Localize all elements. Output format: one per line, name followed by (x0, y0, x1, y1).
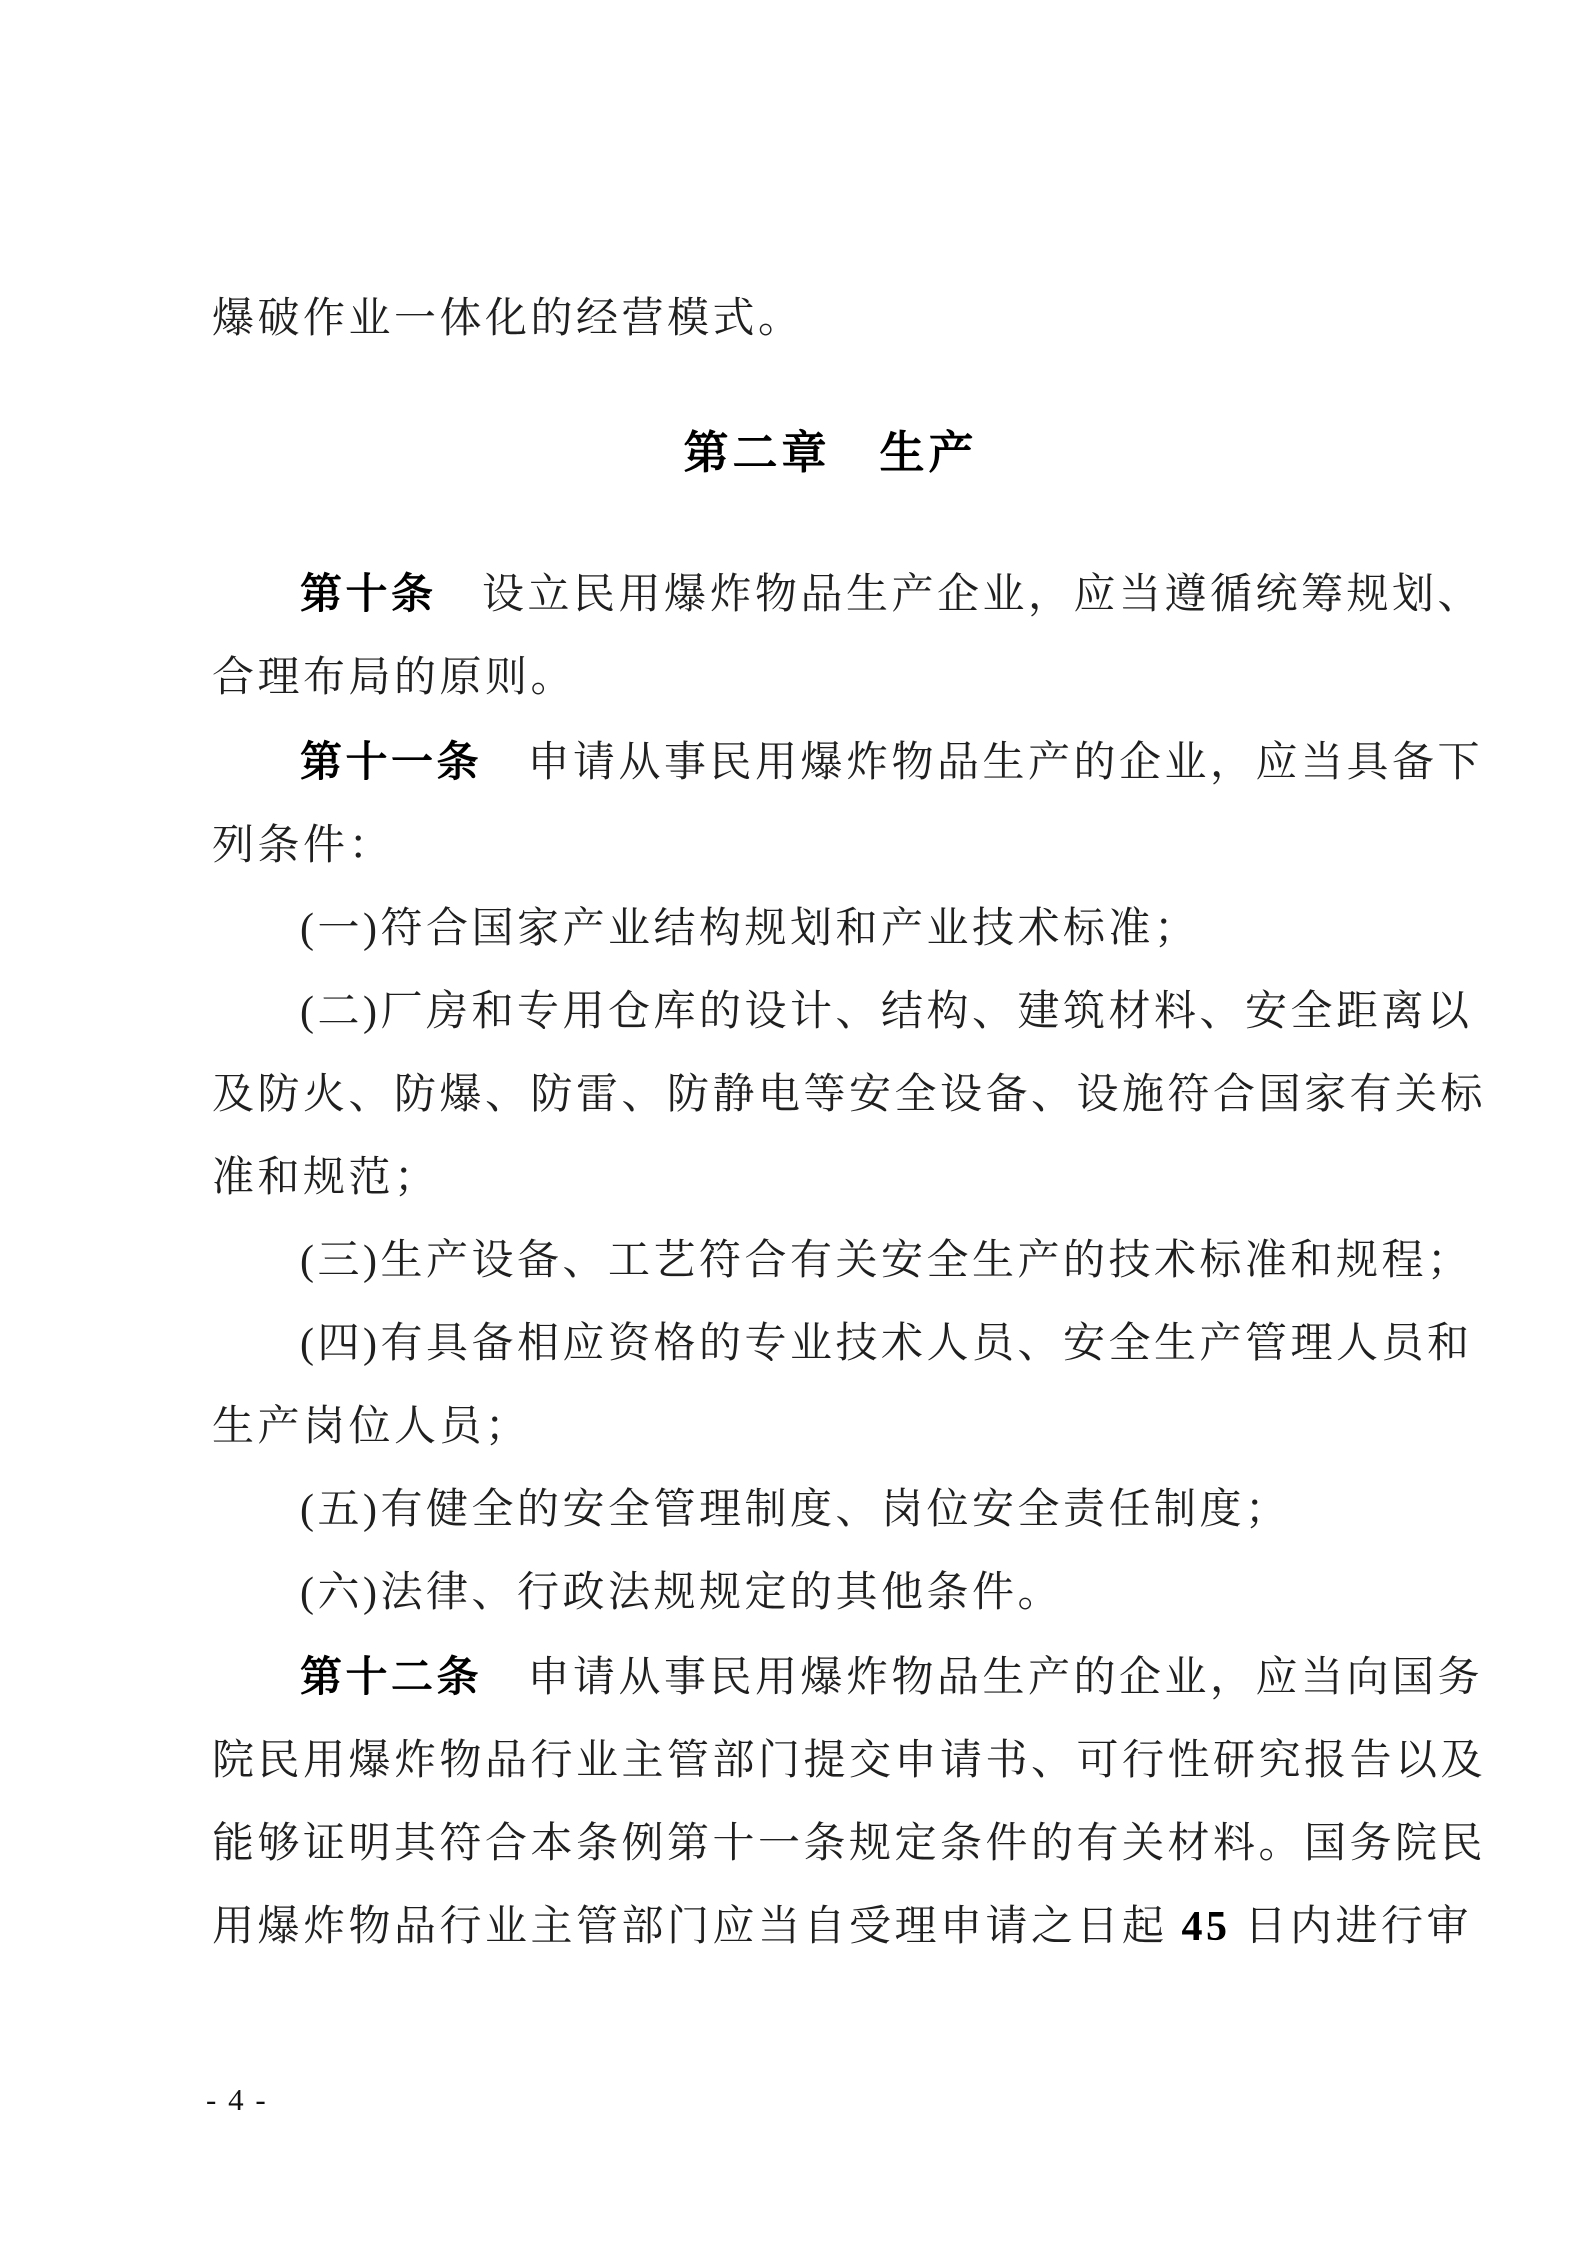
page-number: - 4 - (206, 2082, 268, 2117)
article-10-label: 第十条 (300, 570, 437, 617)
continuation-line: 爆破作业一体化的经营模式。 (212, 296, 804, 342)
article-12-line-4 (212, 1886, 1473, 1969)
article-11-item-1: (一)符合国家产业结构规划和产业技术标准； (300, 906, 1200, 952)
article-11-item-6: (六)法律、行政法规规定的其他条件。 (300, 1570, 1063, 1616)
article-10-text-1: 设立民用爆炸物品生产企业，应当遵循统筹规划、 (436, 572, 1484, 618)
article-11-line-1 (212, 720, 1484, 805)
article-11-item-3: (三)生产设备、工艺符合有关安全生产的技术标准和规程； (300, 1238, 1473, 1284)
article-11-item-2-line-1: (二)厂房和专用仓库的设计、结构、建筑材料、安全距离以 (300, 989, 1473, 1035)
article-11-label: 第十一条 (300, 738, 483, 785)
article-12-label: 第十二条 (300, 1653, 483, 1700)
article-10-line-1 (212, 552, 1484, 637)
chapter-heading: 第二章 生产 (683, 427, 978, 478)
article-11-item-2-line-2: 及防火、防爆、防雷、防静电等安全设备、设施符合国家有关标 (212, 1072, 1487, 1118)
article-12-line-3: 能够证明其符合本条例第十一条规定条件的有关材料。国务院民 (212, 1821, 1487, 1867)
article-10 (212, 552, 1484, 720)
article-12-line-1 (212, 1635, 1484, 1720)
article-12-text-1: 申请从事民用爆炸物品生产的企业，应当向国务 (482, 1655, 1484, 1701)
article-12-day-count: 45 (1181, 1904, 1231, 1950)
article-12-text-4a: 用爆炸物品行业主管部门应当自受理申请之日起 (212, 1904, 1182, 1950)
article-11-item-4-line-1: (四)有具备相应资格的专业技术人员、安全生产管理人员和 (300, 1321, 1473, 1367)
article-11-item-5: (五)有健全的安全管理制度、岗位安全责任制度； (300, 1487, 1291, 1533)
article-11-text-1: 申请从事民用爆炸物品生产的企业，应当具备下 (482, 740, 1484, 786)
article-12 (212, 1635, 1487, 1969)
article-11-line-2: 列条件： (212, 823, 395, 869)
article-12-text-4b: 日内进行审 (1230, 1904, 1473, 1950)
article-11 (212, 720, 1487, 1635)
article-10-line-2: 合理布局的原则。 (212, 655, 577, 701)
article-11-item-2-line-3: 准和规范； (212, 1155, 440, 1201)
article-11-item-4-line-2: 生产岗位人员； (212, 1404, 531, 1450)
article-12-line-2: 院民用爆炸物品行业主管部门提交申请书、可行性研究报告以及 (212, 1738, 1487, 1784)
